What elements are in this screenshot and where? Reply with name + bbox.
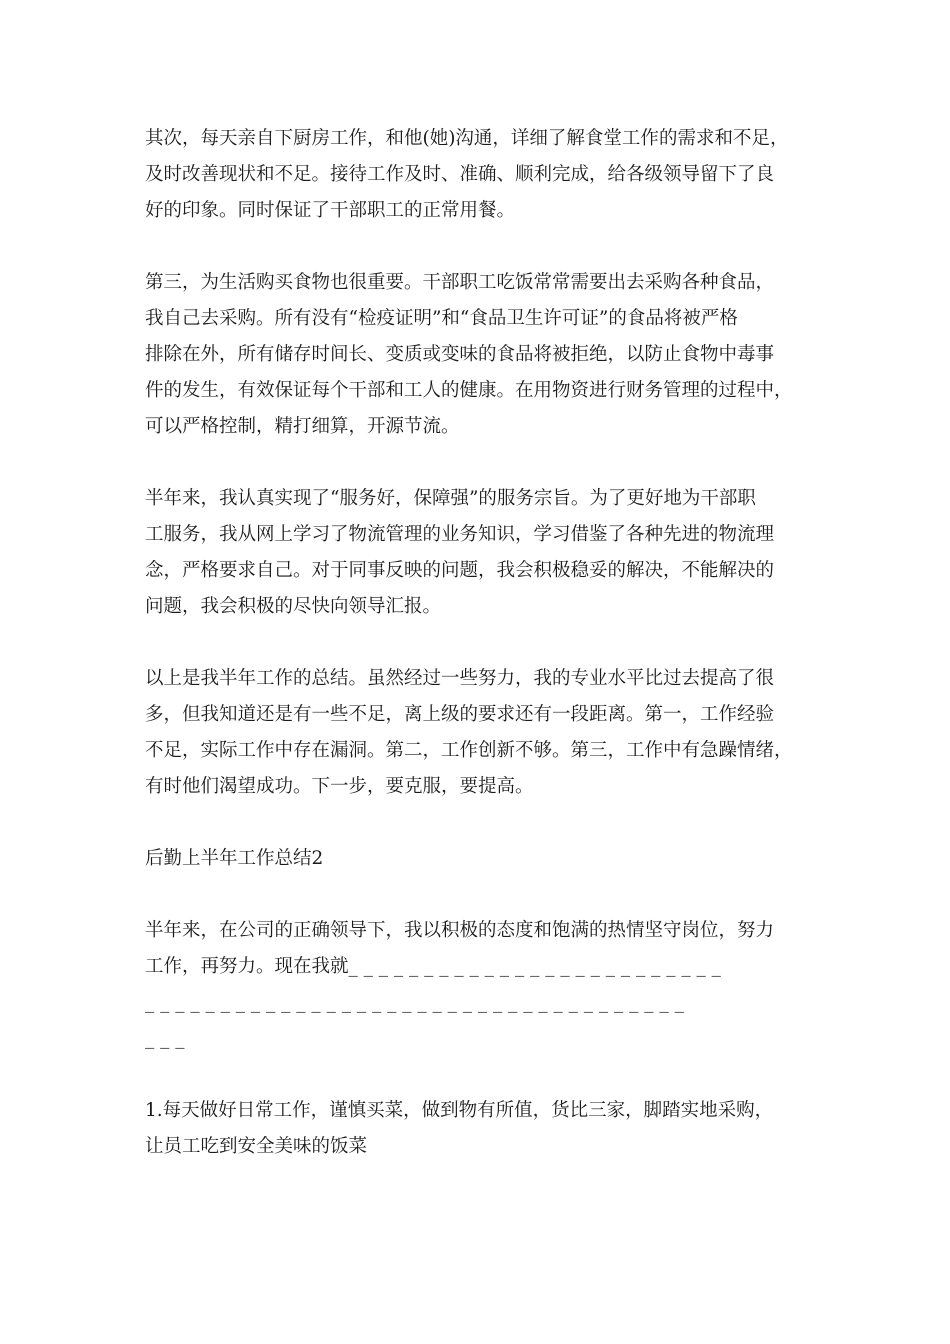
text-line: 问题，我会积极的尽快向领导汇报。: [145, 596, 442, 617]
text-line: 第三，为生活购买食物也很重要。干部职工吃饭常常需要出去采购各种食品，: [145, 272, 775, 293]
text-line: 1.每天做好日常工作，谨慎买菜，做到物有所值，货比三家，脚踏实地采购，: [145, 1100, 774, 1121]
text-line: 念，严格要求自己。对于同事反映的问题，我会积极稳妥的解决，不能解决的: [145, 560, 775, 581]
text-line: 多，但我知道还是有一些不足，离上级的要求还有一段距离。第一，工作经验: [145, 704, 775, 725]
paragraph-food-purchasing: [145, 265, 810, 445]
text-line: 其次，每天亲自下厨房工作，和他(她)沟通，详细了解食堂工作的需求和不足，: [145, 128, 789, 149]
text-line: 我自己去采购。所有没有“检疫证明”和“食品卫生许可证”的食品将被严格: [145, 308, 738, 329]
text-line: 不足，实际工作中存在漏洞。第二，工作创新不够。第三，工作中有急躁情绪，: [145, 740, 793, 761]
paragraph-kitchen-work: [145, 121, 810, 229]
text-line: 好的印象。同时保证了干部职工的正常用餐。: [145, 200, 516, 221]
text-line: 半年来，在公司的正确领导下，我以积极的态度和饱满的热情坚守岗位，努力: [145, 920, 775, 941]
text-line: 及时改善现状和不足。接待工作及时、准确、顺利完成，给各级领导留下了良: [145, 164, 775, 185]
section-heading: 后勤上半年工作总结2: [145, 848, 324, 869]
text-line: _ _ _ _ _ _ _ _ _ _ _ _ _ _ _ _ _ _ _ _ _ _ _ _ _ _ _ _ _ _ _ _ _ _ _ _: [145, 992, 684, 1013]
text-line: 工服务，我从网上学习了物流管理的业务知识，学习借鉴了各种先进的物流理: [145, 524, 775, 545]
paragraph-service-purpose: [145, 481, 810, 625]
text-line: 有时他们渴望成功。下一步，要克服，要提高。: [145, 776, 534, 797]
paragraph-intro-2: [145, 913, 810, 1057]
text-line: 排除在外，所有储存时间长、变质或变味的食品将被拒绝，以防止食物中毒事: [145, 344, 775, 365]
paragraph-list-item-1: [145, 1093, 810, 1165]
text-line: 件的发生，有效保证每个干部和工人的健康。在用物资进行财务管理的过程中，: [145, 380, 793, 401]
text-line: _ _ _: [145, 1028, 185, 1049]
paragraph-summary: [145, 661, 810, 805]
document-body: [145, 121, 810, 1201]
text-line: 可以严格控制，精打细算，开源节流。: [145, 416, 460, 437]
text-line: 半年来，我认真实现了“服务好，保障强”的服务宗旨。为了更好地为干部职: [145, 488, 756, 509]
text-line: 让员工吃到安全美味的饭菜: [145, 1136, 368, 1157]
text-line: 工作，再努力。现在我就_ _ _ _ _ _ _ _ _ _ _ _ _ _ _ _ _ _ _ _ _ _ _ _ _: [145, 956, 721, 977]
text-line: 以上是我半年工作的总结。虽然经过一些努力，我的专业水平比过去提高了很: [145, 668, 775, 689]
